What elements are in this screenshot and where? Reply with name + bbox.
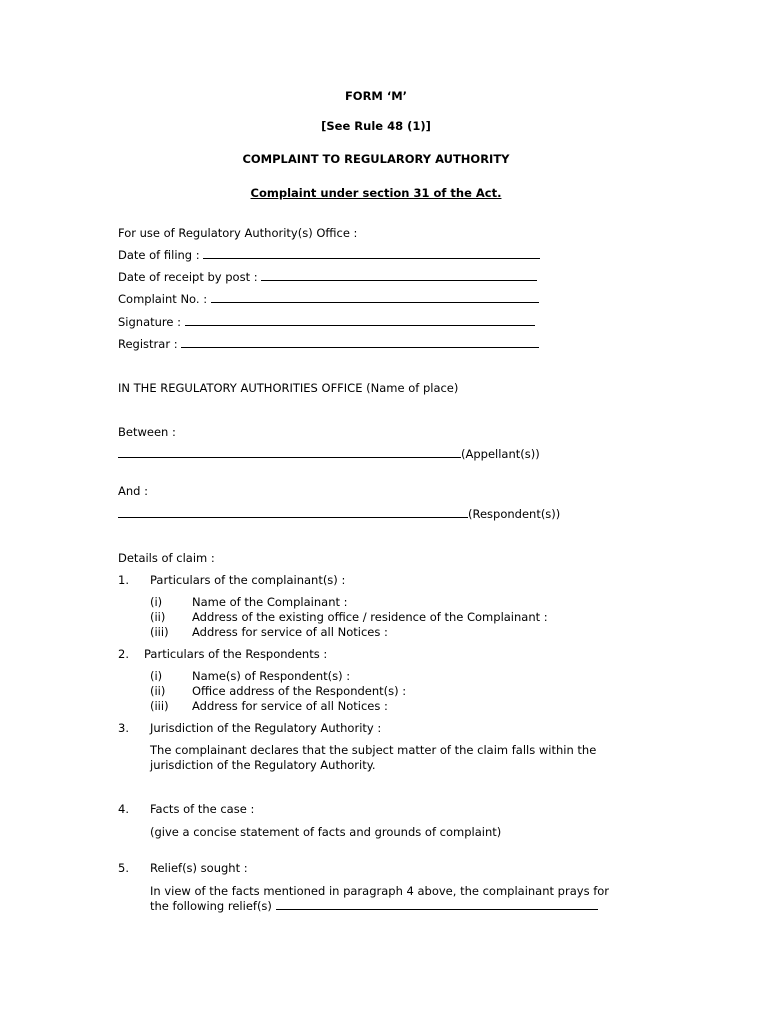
item-1-sub-1-roman: (i) — [150, 595, 163, 609]
item-2-sub-1-roman: (i) — [150, 669, 163, 683]
registrar-label: Registrar : — [118, 337, 178, 351]
complaint-no-row — [118, 292, 539, 306]
appellant-label: (Appellant(s)) — [461, 447, 540, 461]
item-2-sub-2-roman: (ii) — [150, 684, 166, 698]
item-5-body-line-1: In view of the facts mentioned in paragraph 4 above, the complainant prays for — [150, 884, 610, 898]
item-1-sub-2-text: Address of the existing office / residence of the Complainant : — [192, 610, 548, 624]
item-1-sub-2-roman: (ii) — [150, 610, 166, 624]
item-5-title: Relief(s) sought : — [150, 861, 248, 875]
item-3-body: The complainant declares that the subject matter of the claim falls within the jurisdiction of the Regulatory Authority. — [150, 743, 597, 772]
item-3-title: Jurisdiction of the Regulatory Authority : — [150, 721, 382, 735]
item-1-sub-3-text: Address for service of all Notices : — [192, 625, 388, 639]
respondent-field[interactable] — [118, 507, 468, 518]
complaint-no-field[interactable] — [211, 292, 539, 303]
signature-label: Signature : — [118, 315, 182, 329]
item-2-sub-1-text: Name(s) of Respondent(s) : — [192, 669, 351, 683]
item-5-body-line-2: the following relief(s) — [150, 899, 272, 913]
respondent-label: (Respondent(s)) — [468, 507, 561, 521]
item-2-title: Particulars of the Respondents : — [144, 647, 328, 661]
date-of-receipt-row — [118, 270, 537, 284]
date-of-filing-field[interactable] — [203, 248, 540, 259]
item-2-sub-3-roman: (iii) — [150, 699, 169, 713]
details-title: Details of claim : — [118, 551, 215, 565]
item-2-sub-2-text: Office address of the Respondent(s) : — [192, 684, 407, 698]
complaint-no-label: Complaint No. : — [118, 292, 208, 306]
signature-field[interactable] — [185, 315, 535, 326]
item-5-number: 5. — [118, 861, 129, 875]
form-heading: COMPLAINT TO REGULARORY AUTHORITY — [242, 152, 510, 166]
item-4-number: 4. — [118, 802, 129, 816]
signature-row — [118, 315, 535, 329]
item-4-title: Facts of the case : — [150, 802, 255, 816]
registrar-row — [118, 337, 539, 351]
respondent-row — [118, 507, 560, 521]
item-1-sub-3-roman: (iii) — [150, 625, 169, 639]
item-4-body: (give a concise statement of facts and grounds of complaint) — [150, 825, 502, 839]
rule-reference: [See Rule 48 (1)] — [321, 119, 431, 133]
venue-line: IN THE REGULATORY AUTHORITIES OFFICE (Name of place) — [118, 381, 459, 395]
item-1-number: 1. — [118, 573, 129, 587]
date-of-receipt-field[interactable] — [261, 270, 537, 281]
relief-sought-field[interactable] — [276, 899, 598, 910]
and-label: And : — [118, 484, 148, 498]
item-1-title: Particulars of the complainant(s) : — [150, 573, 346, 587]
item-3-number: 3. — [118, 721, 129, 735]
date-of-filing-row — [118, 248, 540, 262]
date-of-filing-label: Date of filing : — [118, 248, 200, 262]
item-2-number: 2. — [118, 647, 129, 661]
form-subheading: Complaint under section 31 of the Act. — [250, 186, 502, 200]
item-2-sub-3-text: Address for service of all Notices : — [192, 699, 388, 713]
item-5-body-line-2-row — [150, 899, 598, 913]
date-of-receipt-label: Date of receipt by post : — [118, 270, 258, 284]
item-1-sub-1-text: Name of the Complainant : — [192, 595, 348, 609]
between-label: Between : — [118, 425, 176, 439]
appellant-row — [118, 447, 540, 461]
office-use-intro: For use of Regulatory Authority(s) Office : — [118, 226, 358, 240]
appellant-field[interactable] — [118, 447, 461, 458]
registrar-field[interactable] — [181, 337, 539, 348]
form-title: FORM ‘M’ — [344, 89, 408, 103]
